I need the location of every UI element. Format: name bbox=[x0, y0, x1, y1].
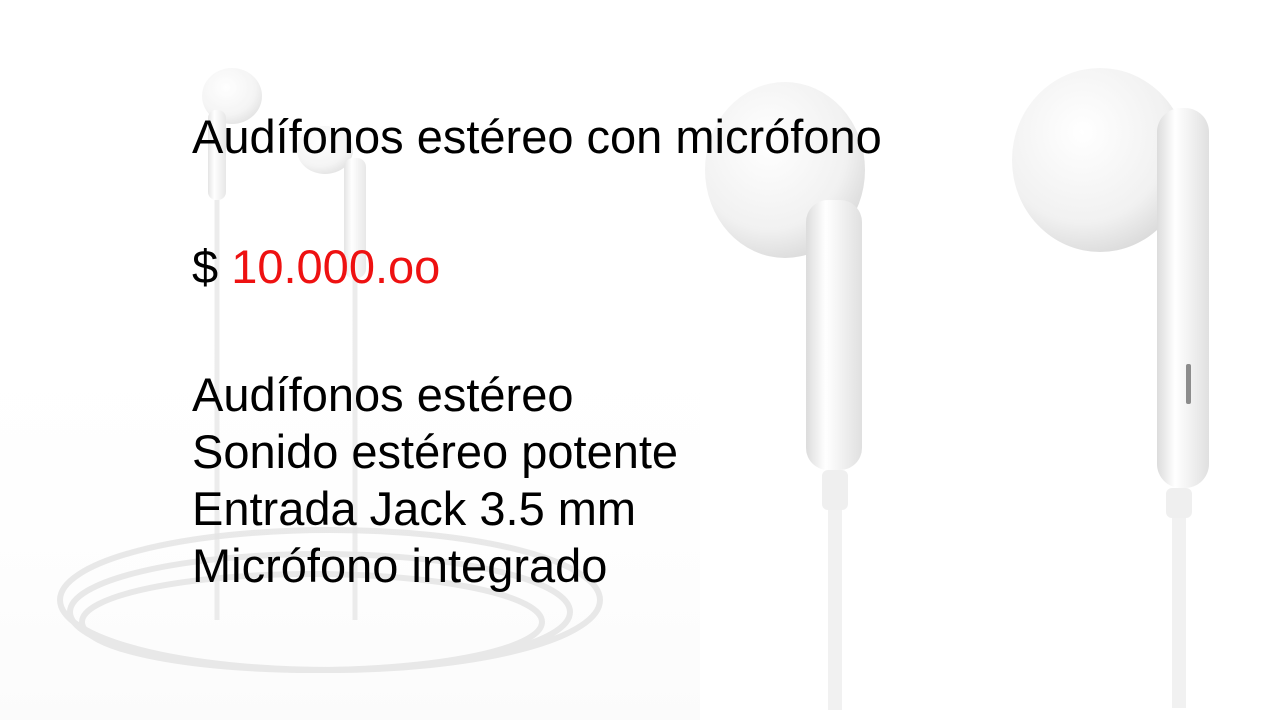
feature-item: Entrada Jack 3.5 mm bbox=[192, 482, 637, 535]
feature-item: Micrófono integrado bbox=[192, 539, 608, 592]
currency-symbol: $ bbox=[192, 240, 219, 293]
features-list bbox=[192, 366, 678, 594]
feature-item: Sonido estéreo potente bbox=[192, 425, 679, 478]
feature-item: Audífonos estéreo bbox=[192, 368, 574, 421]
product-title: Audífonos estéreo con micrófono bbox=[192, 110, 882, 163]
price-value: 10.000.oo bbox=[231, 240, 441, 293]
price-line bbox=[192, 238, 440, 295]
